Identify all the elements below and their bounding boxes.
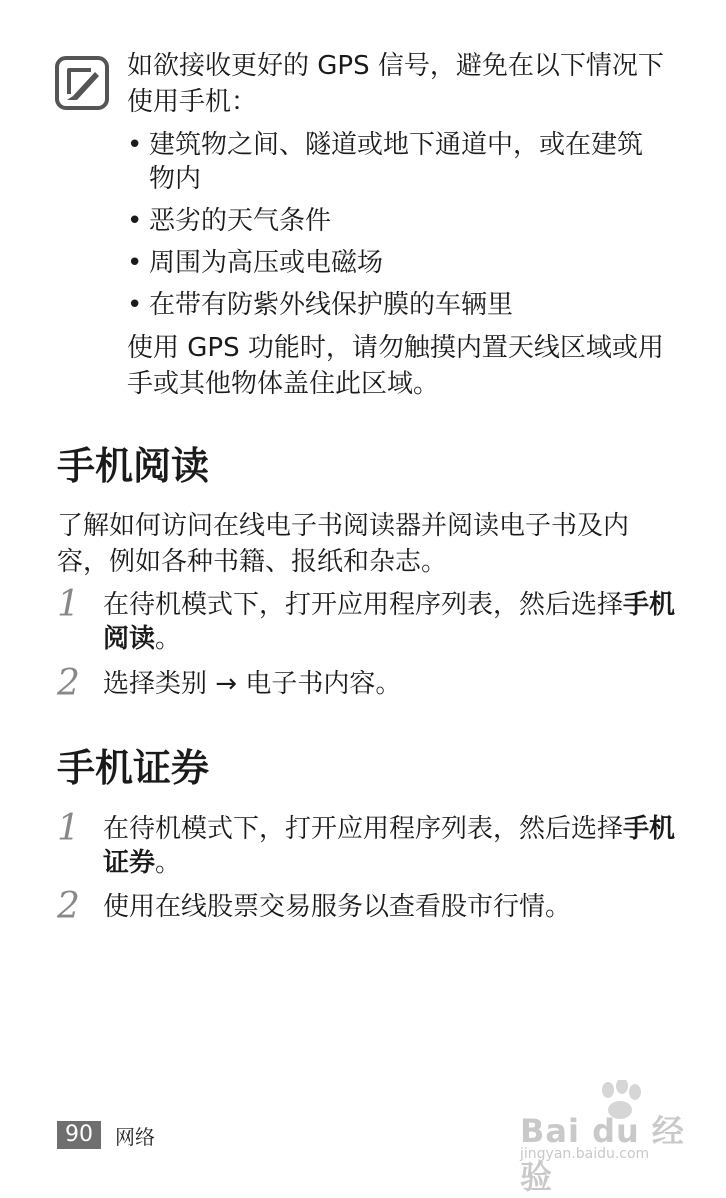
step-number: 1 xyxy=(57,808,80,849)
watermark-main: Bai du 经验 xyxy=(520,1112,685,1196)
page-footer xyxy=(57,1121,155,1149)
stock-step-2 xyxy=(57,886,677,927)
section-title-reader: 手机阅读 xyxy=(57,444,210,488)
note-intro: 如欲接收更好的 GPS 信号，避免在以下情况下使用手机： xyxy=(127,51,664,117)
step-bold-term: 手机阅读 xyxy=(103,590,676,654)
step-bold-term: 手机证券 xyxy=(103,814,676,878)
step-end: 。 xyxy=(155,624,182,654)
step-text: 使用在线股票交易服务以查看股市行情。 xyxy=(103,892,572,922)
note-icon xyxy=(55,56,109,110)
step-number: 2 xyxy=(57,663,80,704)
note-bullet: • 在带有防紫外线保护膜的车辆里 xyxy=(127,288,667,322)
note-outro: 使用 GPS 功能时，请勿触摸内置天线区域或用手或其他物体盖住此区域。 xyxy=(127,333,664,399)
reader-description: 了解如何访问在线电子书阅读器并阅读电子书及内容，例如各种书籍、报纸和杂志。 xyxy=(57,511,630,577)
page-number: 90 xyxy=(57,1121,101,1149)
gps-note xyxy=(127,48,667,402)
step-text: 在待机模式下，打开应用程序列表，然后选择 xyxy=(103,590,624,620)
note-bullet: • 恶劣的天气条件 xyxy=(127,204,667,238)
stock-step-1 xyxy=(57,808,677,880)
note-bullet: • 周围为高压或电磁场 xyxy=(127,246,667,280)
step-end: 。 xyxy=(155,848,182,878)
section-title-stock: 手机证券 xyxy=(57,746,210,790)
reader-step-2 xyxy=(57,663,677,704)
note-bullet-list xyxy=(127,128,667,322)
baidu-watermark xyxy=(520,1080,690,1196)
step-text: 在待机模式下，打开应用程序列表，然后选择 xyxy=(103,814,624,844)
watermark-url: jingyan.baidu.com xyxy=(520,1146,650,1162)
reader-step-1 xyxy=(57,584,677,656)
step-number: 1 xyxy=(57,584,80,625)
note-bullet: • 建筑物之间、隧道或地下通道中，或在建筑物内 xyxy=(127,128,667,196)
step-number: 2 xyxy=(57,886,80,927)
section-name: 网络 xyxy=(115,1124,155,1149)
step-text: 选择类别 → 电子书内容。 xyxy=(103,669,402,699)
